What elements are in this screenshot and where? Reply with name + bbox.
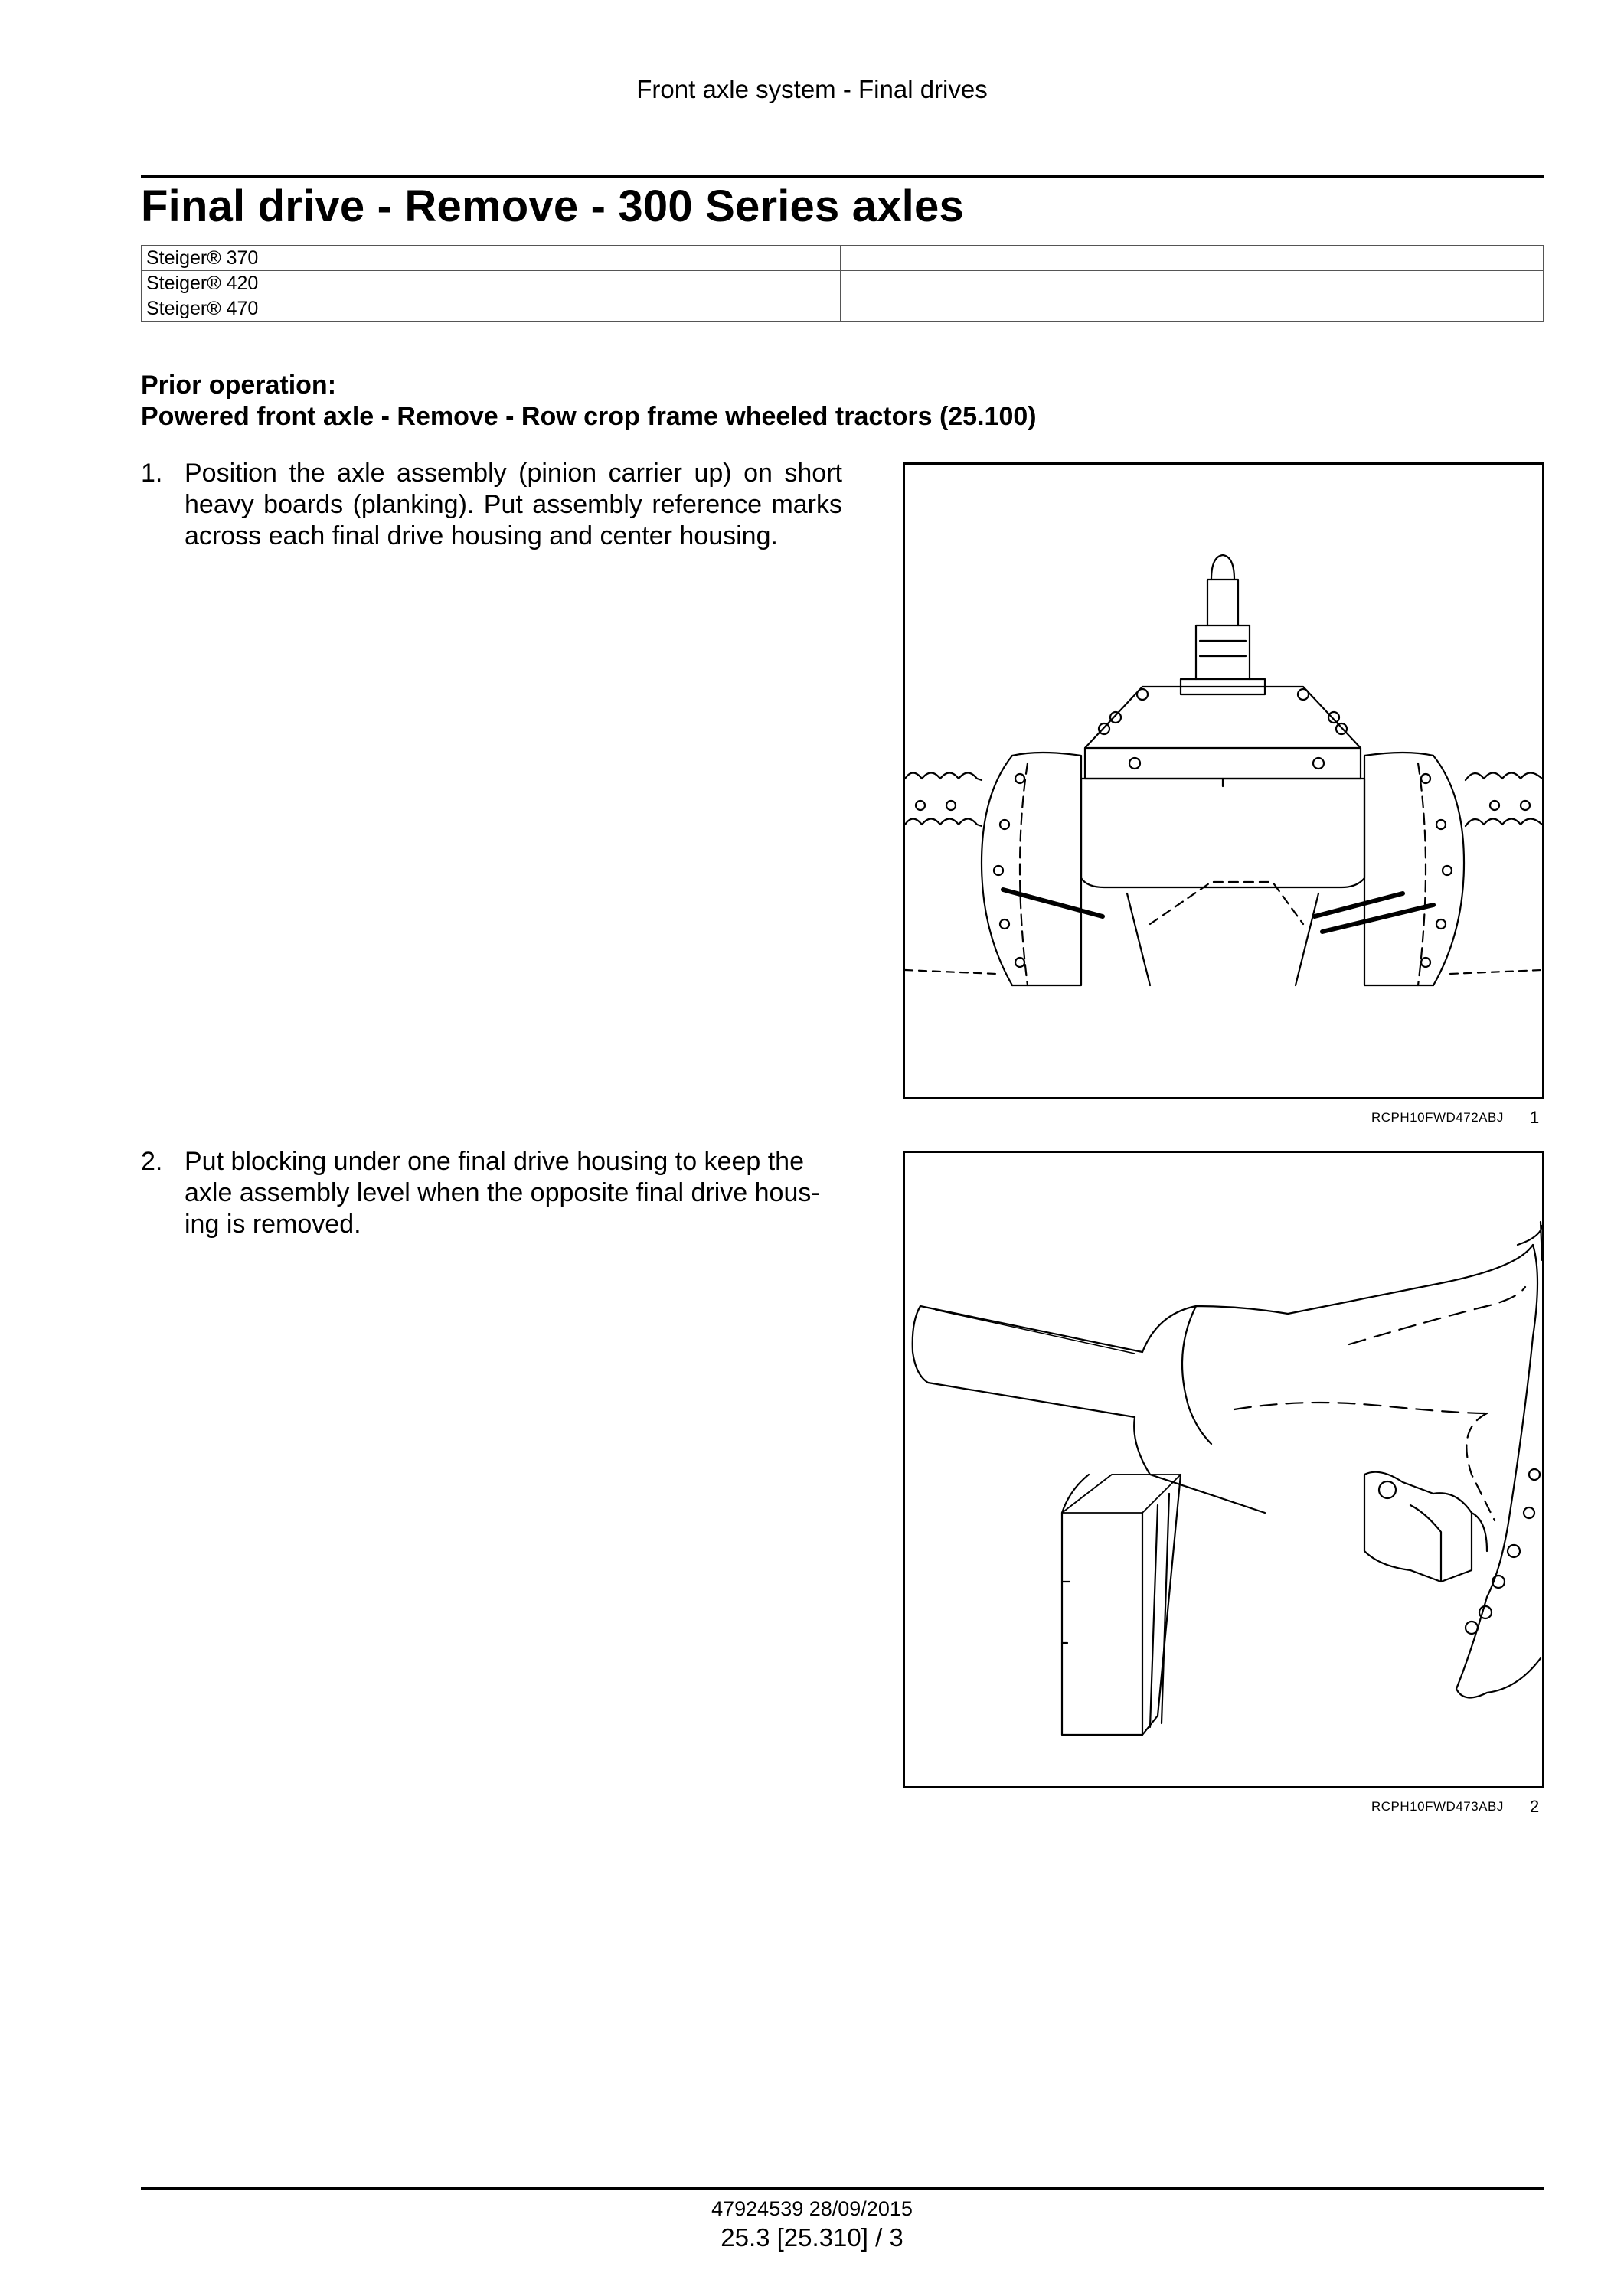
step-1 — [141, 458, 842, 552]
empty-cell — [841, 296, 1544, 322]
running-header: Front axle system - Final drives — [636, 75, 988, 103]
figure-code: RCPH10FWD472ABJ — [1371, 1110, 1504, 1125]
step-text: Put blocking under one final drive housing to keep the axle assembly level when the opposite final drive hous-ing is removed. — [185, 1147, 820, 1239]
step-2 — [141, 1146, 842, 1240]
prior-operation-label: Prior operation: — [141, 371, 337, 400]
blocking-illustration — [905, 1153, 1542, 1786]
prior-operation-link[interactable]: Powered front axle - Remove - Row crop frame wheeled tractors (25.100) — [141, 402, 1037, 431]
model-table — [141, 245, 1544, 322]
table-row — [142, 271, 1544, 296]
empty-cell — [841, 246, 1544, 271]
step-text: Position the axle assembly (pinion carrier up) on short heavy boards (planking). Put assembly reference marks across each final drive housing and center housing. — [185, 459, 842, 550]
table-row — [142, 246, 1544, 271]
model-cell: Steiger® 370 — [142, 246, 841, 271]
step-number: 2. — [141, 1147, 163, 1176]
figure-1-axle-assembly — [903, 462, 1544, 1099]
footer-document-id: 47924539 28/09/2015 — [711, 2197, 913, 2220]
figure-2-blocking — [903, 1151, 1544, 1788]
figure-code: RCPH10FWD473ABJ — [1371, 1799, 1504, 1814]
page-title: Final drive - Remove - 300 Series axles — [141, 181, 964, 231]
footer-rule — [141, 2187, 1544, 2190]
model-cell: Steiger® 420 — [142, 271, 841, 296]
empty-cell — [841, 271, 1544, 296]
footer-page-number: 25.3 [25.310] / 3 — [721, 2223, 903, 2252]
figure-number: 2 — [1530, 1797, 1540, 1816]
header-rule — [141, 175, 1544, 178]
axle-assembly-illustration — [905, 465, 1542, 1097]
figure-number: 1 — [1530, 1108, 1540, 1127]
table-row — [142, 296, 1544, 322]
step-number: 1. — [141, 459, 163, 488]
model-cell: Steiger® 470 — [142, 296, 841, 322]
